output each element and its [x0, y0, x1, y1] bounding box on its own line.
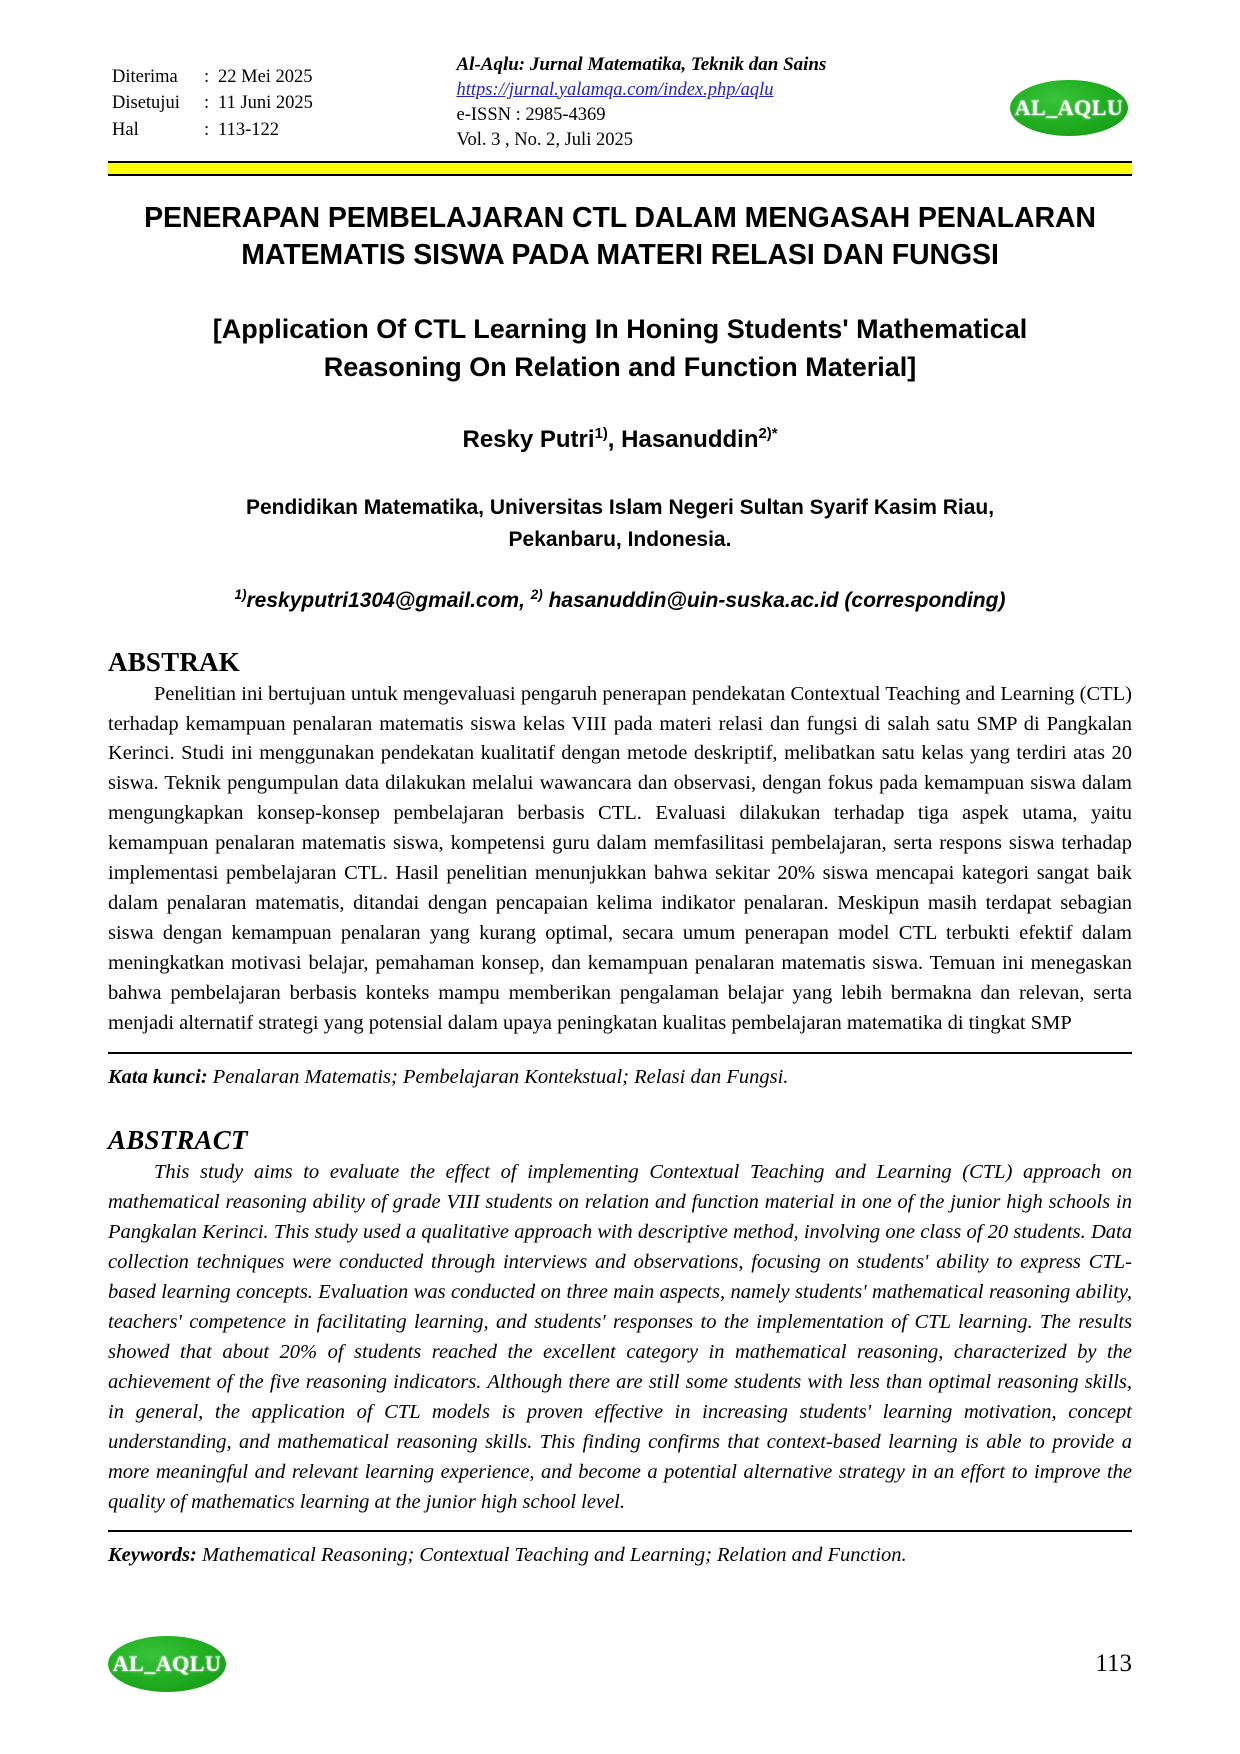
meta-sep-disetujui: : [204, 93, 210, 114]
meta-label-diterima: Diterima [112, 67, 178, 87]
abstrak-keywords [108, 1063, 1132, 1092]
footer-logo-icon [108, 1636, 226, 1692]
email-address-2[interactable]: hasanuddin@uin-suska.ac.id (corresponding) [542, 588, 1006, 612]
page-footer [108, 1636, 1132, 1692]
journal-url-link[interactable]: https://jurnal.yalamqa.com/index.php/aqlu [456, 79, 774, 100]
abstrak-keywords-value: Penalaran Matematis; Pembelajaran Kontekstual; Relasi dan Fungsi. [207, 1065, 789, 1088]
page-title: PENERAPAN PEMBELAJARAN CTL DALAM MENGASAH PENALARAN MATEMATIS SISWA PADA MATERI RELASI DAN FUNGSI [144, 201, 1096, 272]
author-affiliation-marker-2: 2)* [758, 426, 778, 443]
author-list [108, 426, 1132, 454]
author-separator: , [607, 426, 622, 454]
author-emails [108, 587, 1132, 613]
header-accent-bar [108, 161, 1132, 176]
abstract-keywords [108, 1541, 1132, 1570]
author-affiliation-marker-1: 1) [594, 426, 608, 443]
abstract-keywords-divider [108, 1530, 1132, 1532]
meta-value-hal: 113-122 [218, 119, 279, 140]
page-content [108, 52, 1132, 1570]
meta-label-disetujui: Disetujui [112, 93, 180, 114]
email-separator: , [519, 588, 531, 612]
page-title-english: [Application Of CTL Learning In Honing Students' Mathematical Reasoning On Relation and Function Material] [212, 313, 1028, 382]
meta-sep-diterima: : [204, 67, 210, 87]
journal-eissn: e-ISSN : 2985-4369 [456, 104, 606, 125]
abstrak-heading: ABSTRAK [108, 646, 240, 677]
meta-value-disetujui: 11 Juni 2025 [218, 93, 313, 114]
submission-metadata-table [112, 64, 313, 143]
email-marker-1: 1) [234, 586, 247, 602]
journal-logo-label: AL_AQLU [1014, 95, 1124, 120]
table-row [112, 64, 313, 90]
journal-logo-icon [1010, 80, 1128, 136]
abstrak-keywords-divider [108, 1052, 1132, 1054]
abstrak-keywords-label: Kata kunci: [108, 1065, 208, 1088]
abstract-heading: ABSTRACT [108, 1125, 248, 1156]
meta-value-diterima: 22 Mei 2025 [218, 67, 313, 87]
journal-volume-issue: Vol. 3 , No. 2, Juli 2025 [456, 130, 633, 151]
meta-sep-hal: : [204, 119, 210, 140]
author-name-2: Hasanuddin [621, 426, 759, 454]
footer-logo-label: AL_AQLU [112, 1651, 222, 1676]
journal-masthead [108, 52, 1132, 154]
table-row [112, 90, 313, 116]
author-name-1: Resky Putri [462, 426, 595, 454]
journal-name: Al-Aqlu: Jurnal Matematika, Teknik dan Sains [456, 54, 827, 75]
abstrak-body: Penelitian ini bertujuan untuk mengevaluasi pengaruh penerapan pendekatan Contextual Teaching and Learning (CTL) terhadap kemampuan penalaran matematis siswa kelas VIII pada materi relasi dan fungsi di salah satu SMP di Pangkalan Kerinci. Studi ini menggunakan pendekatan kualitatif dengan metode deskriptif, melibatkan satu kelas yang terdiri atas 20 siswa. Teknik pengumpulan data dilakukan melalui wawancara dan observasi, dengan fokus pada kemampuan siswa dalam mengungkapkan konsep-konsep pembelajaran berbasis CTL. Evaluasi dilakukan terhadap tiga aspek utama, yaitu kemampuan penalaran matematis siswa, kompetensi guru dalam memfasilitasi pembelajaran, serta respons siswa terhadap implementasi pembelajaran CTL. Hasil penelitian menunjukkan bahwa sekitar 20% siswa mencapai kategori sangat baik dalam penalaran matematis, ditandai dengan pencapaian kelima indikator penalaran. Meskipun masih terdapat sebagian siswa dengan kemampuan penalaran yang kurang optimal, secara umum penerapan model CTL terbukti efektif dalam meningkatkan motivasi belajar, pemahaman konsep, dan kemampuan penalaran matematis siswa. Temuan ini menegaskan bahwa pembelajaran berbasis konteks mampu memberikan pengalaman belajar yang lebih bermakna dan relevan, serta menjadi alternatif strategi yang potensial dalam upaya peningkatan kualitas pembelajaran matematika di tingkat SMP [108, 682, 1132, 1034]
table-row [112, 117, 313, 143]
abstract-body: This study aims to evaluate the effect of implementing Contextual Teaching and Learning (CTL) approach on mathematical reasoning ability of grade VIII students on relation and function material in one of the junior high schools in Pangkalan Kerinci. This study used a qualitative approach with descriptive method, involving one class of 20 students. Data collection techniques were conducted through interviews and observations, focusing on students' ability to express CTL-based learning concepts. Evaluation was conducted on three main aspects, namely students' mathematical reasoning ability, teachers' competence in facilitating learning, and students' responses to the implementation of CTL learning. The results showed that about 20% of students reached the excellent category in mathematical reasoning, characterized by the achievement of the five reasoning indicators. Although there are still some students with less than optimal reasoning skills, in general, the application of CTL models is proven effective in increasing students' learning motivation, concept understanding, and mathematical reasoning skills. This finding confirms that context-based learning is able to provide a more meaningful and relevant learning experience, and become a potential alternative strategy in an effort to improve the quality of mathematics learning at the junior high school level. [108, 1161, 1132, 1513]
author-affiliation: Pendidikan Matematika, Universitas Islam Negeri Sultan Syarif Kasim Riau, Pekanbaru, Indonesia. [245, 496, 995, 551]
abstract-keywords-label: Keywords: [108, 1544, 197, 1567]
abstract-keywords-value: Mathematical Reasoning; Contextual Teaching and Learning; Relation and Function. [196, 1544, 907, 1567]
journal-info-block [457, 52, 827, 154]
page-number: 113 [1095, 1650, 1132, 1677]
email-address-1[interactable]: reskyputri1304@gmail.com [246, 588, 520, 612]
email-marker-2: 2) [530, 586, 543, 602]
meta-label-hal: Hal [112, 119, 139, 140]
